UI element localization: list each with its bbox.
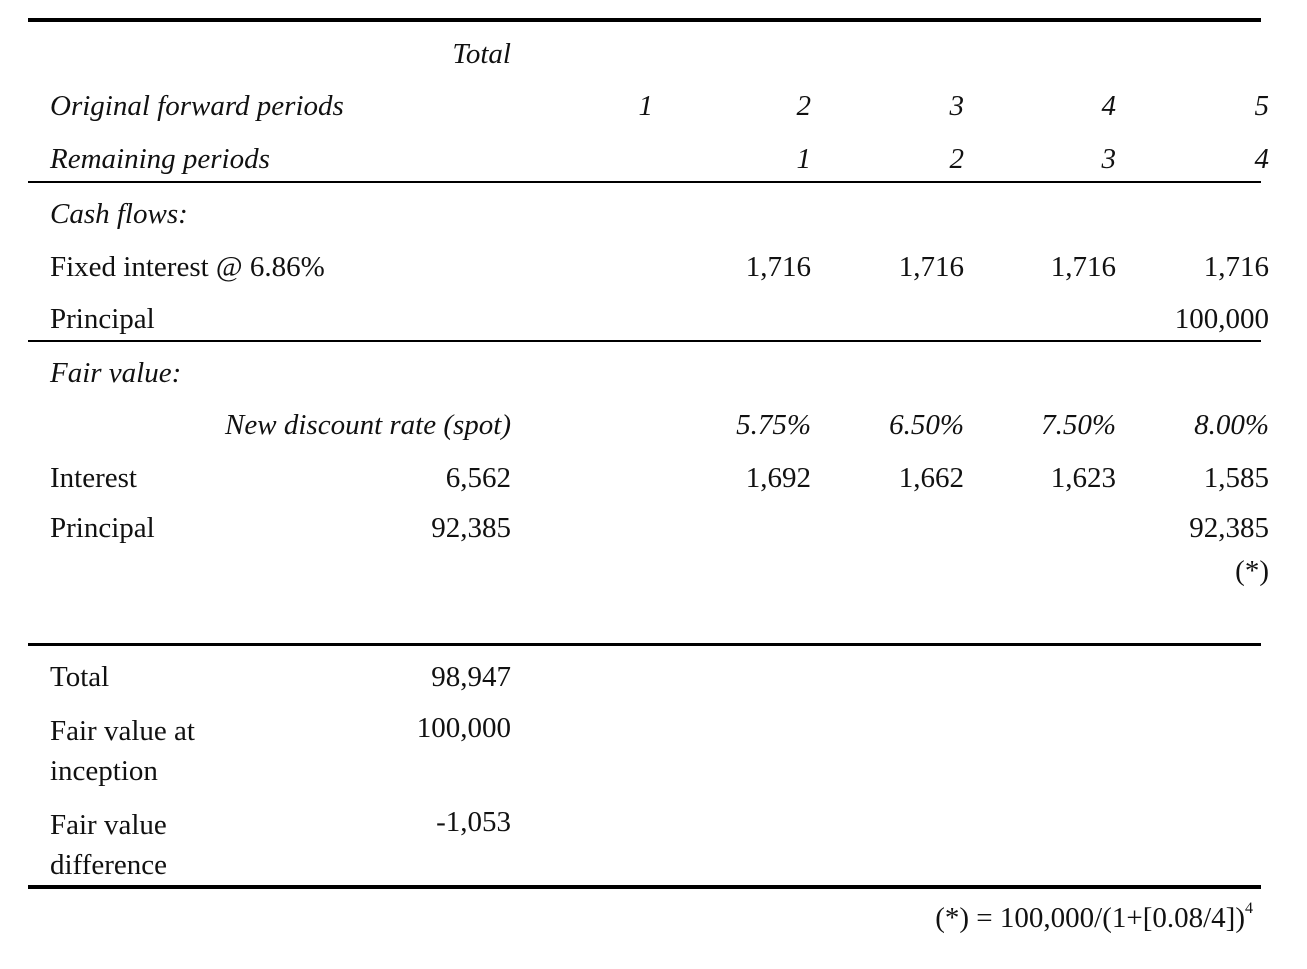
- original-period-1: 1: [638, 90, 653, 122]
- difference-label: [50, 805, 167, 885]
- difference-label-line1: Fair value: [50, 809, 167, 841]
- header-divider: [28, 181, 1261, 183]
- remaining-period-5: 4: [1254, 143, 1269, 175]
- cash-principal-row: [28, 302, 1269, 336]
- original-period-2: 2: [796, 90, 811, 122]
- difference-row: [28, 805, 1261, 885]
- fv-principal-row: [28, 511, 1269, 545]
- remaining-period-4: 3: [1101, 143, 1116, 175]
- discount-rate-period-2: 5.75%: [736, 409, 811, 441]
- discount-rate-period-4: 7.50%: [1041, 409, 1116, 441]
- discount-rate-period-3: 6.50%: [889, 409, 964, 441]
- fixed-interest-label: Fixed interest @ 6.86%: [50, 251, 325, 283]
- fv-principal-note-marker: (*): [1235, 555, 1269, 587]
- remaining-periods-label: Remaining periods: [50, 143, 270, 175]
- inception-label: [50, 711, 195, 791]
- summary-total-row: [28, 660, 1261, 694]
- fixed-interest-period-4: 1,716: [1050, 251, 1116, 283]
- fixed-interest-period-2: 1,716: [745, 251, 811, 283]
- cash-flows-divider: [28, 340, 1261, 342]
- cash-principal-period-5: 100,000: [1174, 303, 1269, 335]
- fv-principal-period-5: 92,385: [1189, 512, 1269, 544]
- fv-principal-note-row: [28, 554, 1269, 588]
- cash-flows-heading-row: [28, 197, 1261, 231]
- fixed-interest-row: [28, 250, 1269, 284]
- fixed-interest-period-5: 1,716: [1203, 251, 1269, 283]
- original-period-5: 5: [1254, 90, 1269, 122]
- fv-interest-period-2: 1,692: [745, 462, 811, 494]
- fv-interest-period-5: 1,585: [1203, 462, 1269, 494]
- fv-principal-label: Principal: [50, 512, 155, 544]
- fair-value-table: [28, 0, 1269, 969]
- original-period-4: 4: [1101, 90, 1116, 122]
- fv-interest-row: [28, 461, 1269, 495]
- footnote: [935, 892, 1253, 935]
- difference-value: -1,053: [436, 806, 511, 838]
- discount-rate-row: [28, 408, 1269, 442]
- inception-label-line2: inception: [50, 755, 158, 787]
- fv-principal-total: 92,385: [431, 512, 511, 544]
- header-total-row: [28, 37, 1261, 71]
- cash-principal-label: Principal: [50, 303, 155, 335]
- fv-interest-period-4: 1,623: [1050, 462, 1116, 494]
- fair-value-heading: Fair value:: [50, 357, 182, 389]
- cash-flows-heading: Cash flows:: [50, 198, 188, 230]
- footnote-text: (*) = 100,000/(1+[0.08/4]): [935, 902, 1245, 934]
- footnote-exponent: 4: [1245, 900, 1253, 917]
- fair-value-divider: [28, 643, 1261, 646]
- inception-value: 100,000: [416, 712, 511, 744]
- bottom-rule: [28, 885, 1261, 889]
- fixed-interest-period-3: 1,716: [898, 251, 964, 283]
- discount-rate-label: New discount rate (spot): [225, 409, 511, 441]
- summary-total-value: 98,947: [431, 661, 511, 693]
- original-periods-row: [28, 89, 1269, 123]
- original-periods-label: Original forward periods: [50, 90, 344, 122]
- fair-value-heading-row: [28, 356, 1261, 390]
- remaining-period-3: 2: [949, 143, 964, 175]
- discount-rate-period-5: 8.00%: [1194, 409, 1269, 441]
- fv-interest-total: 6,562: [445, 462, 511, 494]
- fv-interest-period-3: 1,662: [898, 462, 964, 494]
- header-total-label: Total: [452, 38, 511, 70]
- fv-interest-label: Interest: [50, 462, 137, 494]
- difference-label-line2: difference: [50, 849, 167, 881]
- original-period-3: 3: [949, 90, 964, 122]
- remaining-period-2: 1: [796, 143, 811, 175]
- summary-total-label: Total: [50, 661, 110, 693]
- top-rule: [28, 18, 1261, 22]
- inception-label-line1: Fair value at: [50, 715, 195, 747]
- inception-row: [28, 711, 1261, 791]
- remaining-periods-row: [28, 142, 1269, 176]
